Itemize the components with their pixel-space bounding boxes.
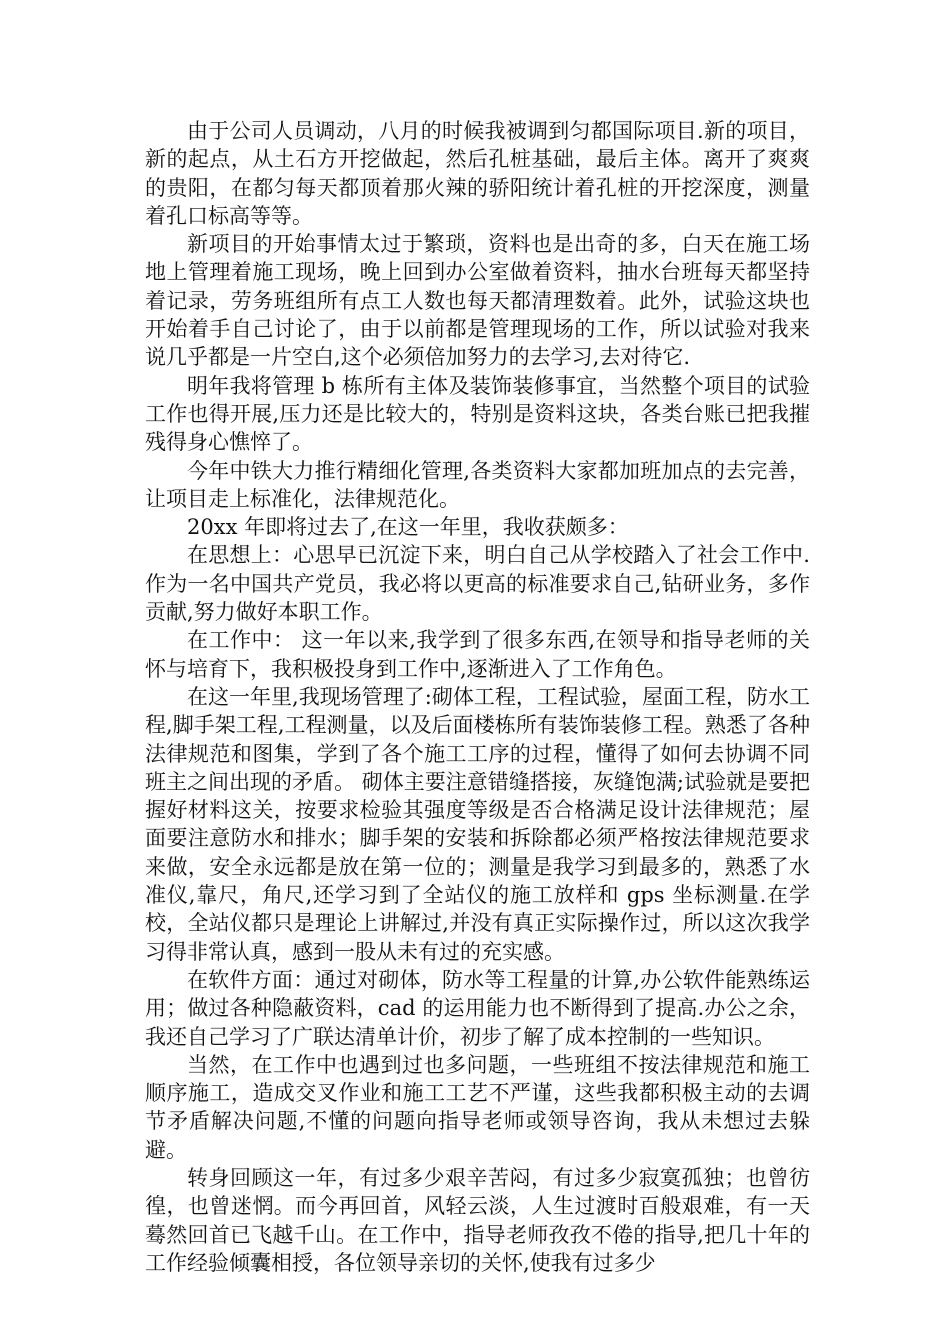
paragraph-11: 转身回顾这一年，有过多少艰辛苦闷，有过多少寂寞孤独；也曾彷徨，也曾迷惘。而今再回首，风轻云淡，人生过渡时百般艰难，有一天蓦然回首已飞越千山。在工作中，指导老师孜孜不倦的指导,把几十年的工作经验倾囊相授，各位领导亲切的关怀,使我有过多少: [145, 1165, 810, 1275]
paragraph-1: 由于公司人员调动，八月的时候我被调到匀都国际项目.新的项目，新的起点，从土石方开挖做起，然后孔桩基础，最后主体。离开了爽爽的贵阳，在都匀每天都顶着那火辣的骄阳统计着孔桩的开挖深度，测量着孔口标高等等。: [145, 119, 810, 228]
paragraph-4: 今年中铁大力推行精细化管理,各类资料大家都加班加点的去完善，让项目走上标准化，法律规范化。: [145, 458, 810, 511]
paragraph-2: 新项目的开始事情太过于繁琐，资料也是出奇的多，白天在施工场地上管理着施工现场，晚上回到办公室做着资料，抽水台班每天都坚持着记录，劳务班组所有点工人数也每天都清理数着。此外，试验这块也开始着手自己讨论了，由于以前都是管理现场的工作，所以试验对我来说几乎都是一片空白,这个必须倍加努力的去学习,去对待它.: [145, 232, 810, 370]
paragraph-10: 当然，在工作中也遇到过也多问题，一些班组不按法律规范和施工顺序施工，造成交叉作业和施工工艺不严谨，这些我都积极主动的去调节矛盾解决问题,不懂的问题向指导老师或领导咨询，我从未想过去躲避。: [145, 1052, 810, 1162]
document-body: [145, 117, 810, 1277]
paragraph-3: 明年我将管理 b 栋所有主体及装饰装修事宜，当然整个项目的试验工作也得开展,压力还是比较大的，特别是资料这块，各类台账已把我摧残得身心憔悴了。: [145, 373, 810, 455]
paragraph-5: 20xx 年即将过去了,在这一年里，我收获颇多：: [187, 515, 629, 540]
paragraph-9: 在软件方面：通过对砌体，防水等工程量的计算,办公软件能熟练运用；做过各种隐蔽资料，cad 的运用能力也不断得到了提高.办公之余，我还自己学习了广联达清单计价，初步了解了成本控制的一些知识。: [145, 967, 810, 1049]
paragraph-7: 在工作中： 这一年以来,我学到了很多东西,在领导和指导老师的关怀与培育下，我积极投身到工作中,逐渐进入了工作角色。: [145, 628, 810, 681]
paragraph-8: 在这一年里,我现场管理了:砌体工程，工程试验，屋面工程，防水工程,脚手架工程,工程测量，以及后面楼栋所有装饰装修工程。熟悉了各种法律规范和图集，学到了各个施工工序的过程，懂得了如何去协调不同班主之间出现的矛盾。 砌体主要注意错缝搭接，灰缝饱满;试验就是要把握好材料这关，按要求检验其强度等级是否合格满足设计法律规范；屋面要注意防水和排水；脚手架的安装和拆除都必须严格按法律规范要求来做，安全永远都是放在第一位的；测量是我学习到最多的，熟悉了水准仪,靠尺，角尺,还学习到了全站仪的施工放样和 gps 坐标测量.在学校，全站仪都只是理论上讲解过,并没有真正实际操作过，所以这次我学习得非常认真，感到一股从未有过的充实感。: [145, 684, 810, 964]
paragraph-6: 在思想上：心思早已沉淀下来，明白自己从学校踏入了社会工作中.作为一名中国共产党员，我必将以更高的标准要求自己,钻研业务，多作贡献,努力做好本职工作。: [145, 543, 810, 625]
